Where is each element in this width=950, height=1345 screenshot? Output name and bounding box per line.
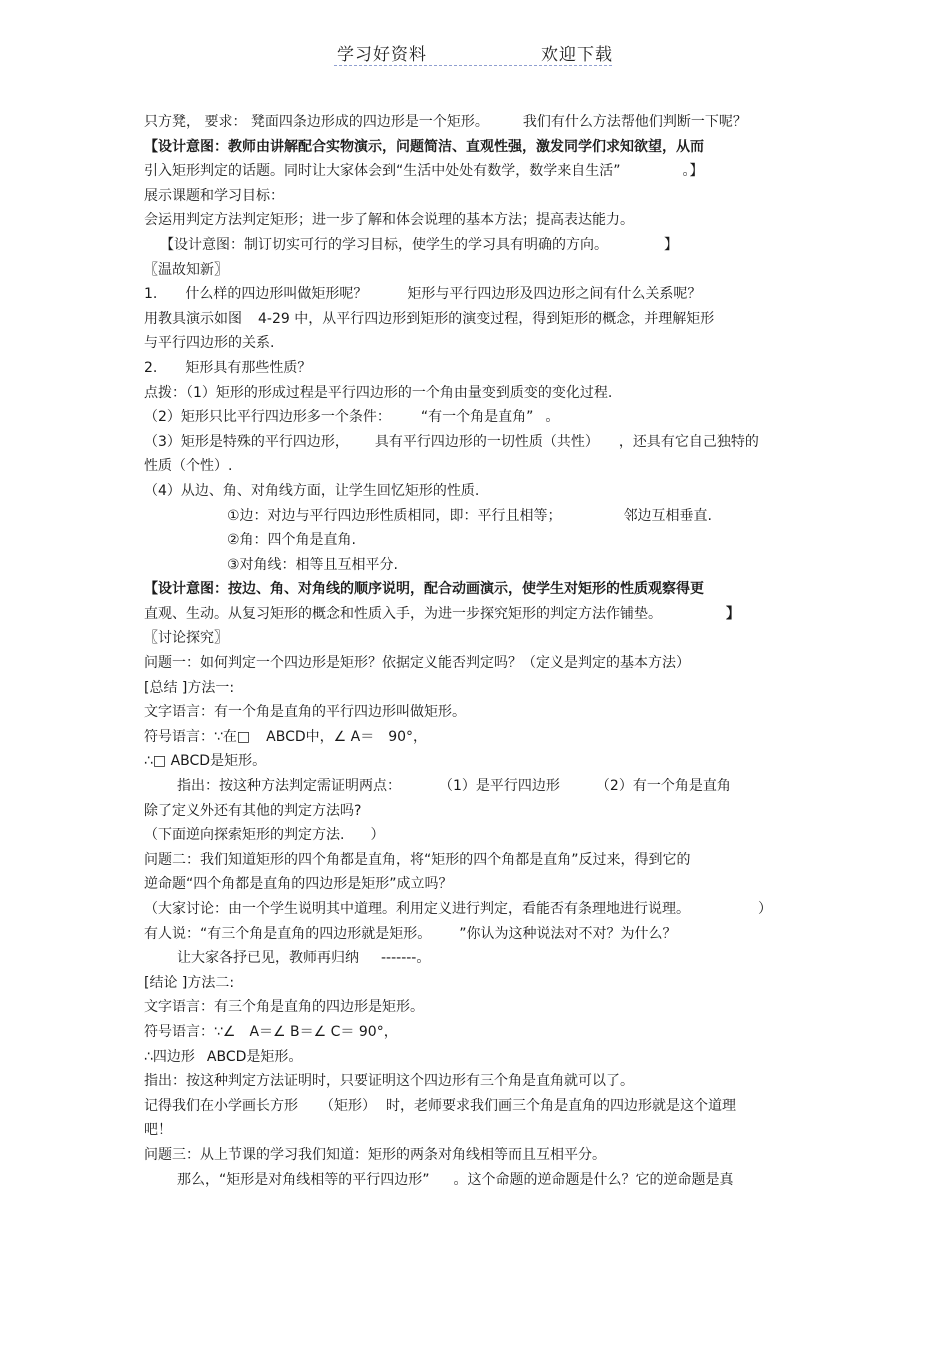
text-span: ） bbox=[370, 827, 385, 844]
text-span: 与平行四边形的关系. bbox=[144, 335, 275, 352]
list-number: 1. bbox=[144, 286, 158, 303]
text-span: “有一个角是直角” bbox=[420, 409, 534, 426]
header-left-text: 学习好资料 bbox=[337, 45, 427, 65]
text-line bbox=[144, 528, 804, 553]
text-line bbox=[144, 159, 804, 184]
text-span: ABCD中，∠ A＝ bbox=[266, 728, 375, 745]
text-span: 指出：按这种方法判定需证明两点： bbox=[177, 778, 401, 795]
text-line bbox=[144, 184, 804, 209]
text-line bbox=[144, 504, 804, 529]
text-span: （2）矩形只比平行四边形多一个条件： bbox=[144, 409, 391, 426]
text-line bbox=[144, 331, 804, 356]
text-span: 什么样的四边形叫做矩形呢？ bbox=[185, 286, 368, 303]
text-span: （2）有一个角是直角 bbox=[595, 778, 731, 795]
text-line bbox=[144, 626, 804, 651]
text-span: （1）是平行四边形 bbox=[439, 778, 560, 795]
text-line bbox=[144, 971, 804, 996]
document-body bbox=[144, 110, 804, 1192]
text-line bbox=[144, 725, 804, 750]
text-line bbox=[144, 749, 804, 774]
text-line bbox=[144, 922, 804, 947]
text-line bbox=[144, 479, 804, 504]
text-span: 会运用判定方法判定矩形；进一步了解和体会说理的基本方法；提高表达能力。 bbox=[144, 212, 634, 229]
text-span: 。 bbox=[545, 409, 560, 426]
text-span: 有人说：“有三个角是直角的四边形就是矩形。 bbox=[144, 925, 432, 942]
text-span: 直观、生动。从复习矩形的概念和性质入手，为进一步探究矩形的判定方法作铺垫。 bbox=[144, 605, 662, 622]
text-line bbox=[144, 356, 804, 381]
text-line bbox=[144, 897, 804, 922]
header-dashed-underline bbox=[334, 65, 612, 66]
text-span: ABCD是矩形。 bbox=[206, 1048, 303, 1065]
text-line bbox=[144, 799, 804, 824]
text-line bbox=[144, 553, 804, 578]
text-line bbox=[144, 110, 804, 135]
text-span: （3）矩形是特殊的平行四边形， bbox=[144, 433, 349, 450]
text-span: 我们有什么方法帮他们判断一下呢？ bbox=[522, 114, 747, 130]
section-heading: 〖温故知新〗 bbox=[144, 261, 228, 278]
text-span: 矩形与平行四边形及四边形之间有什么关系呢？ bbox=[407, 286, 702, 303]
text-span: 点拨：（1）矩形的形成过程是平行四边形的一个角由量变到质变的变化过程. bbox=[144, 384, 613, 401]
section-heading: 〖讨论探究〗 bbox=[144, 630, 228, 647]
text-line bbox=[144, 602, 804, 627]
text-span: 问题一：如何判定一个四边形是矩形？依据定义能否判定吗？（定义是判定的基本方法） bbox=[144, 655, 690, 672]
text-span: （下面逆向探索矩形的判定方法. bbox=[144, 827, 345, 844]
text-span: 矩形具有那些性质？ bbox=[185, 359, 312, 376]
text-span: ②角：四个角是直角. bbox=[227, 532, 357, 549]
text-line bbox=[144, 700, 804, 725]
text-line bbox=[144, 651, 804, 676]
text-span: A＝∠ B＝∠ C＝ 90°， bbox=[249, 1023, 398, 1040]
text-line bbox=[144, 946, 804, 971]
list-number: 2. bbox=[144, 359, 158, 376]
text-line bbox=[144, 381, 804, 406]
text-span: （4）从边、角、对角线方面，让学生回忆矩形的性质. bbox=[144, 482, 480, 499]
text-line bbox=[144, 1168, 804, 1193]
text-span: （矩形） bbox=[320, 1097, 376, 1114]
text-line bbox=[144, 258, 804, 283]
text-span: 【设计意图：教师由讲解配合实物演示，问题简洁、直观性强，激发同学们求知欲望，从而 bbox=[144, 138, 704, 155]
text-span: [总结 ]方法一: bbox=[144, 679, 235, 696]
text-line bbox=[144, 577, 804, 602]
text-span: 具有平行四边形的一切性质（共性） bbox=[374, 433, 599, 450]
text-span: ） bbox=[758, 901, 772, 917]
text-line bbox=[144, 774, 804, 799]
text-span: ①边：对边与平行四边形性质相同，即：平行且相等； bbox=[227, 507, 562, 524]
text-line bbox=[144, 233, 804, 258]
text-span: 问题三：从上节课的学习我们知道：矩形的两条对角线相等而且互相平分。 bbox=[144, 1146, 606, 1163]
text-span: （大家讨论：由一个学生说明其中道理。利用定义进行判定，看能否有条理地进行说理。 bbox=[144, 901, 690, 917]
text-span: 时，老师要求我们画三个角是直角的四边形就是这个道理 bbox=[386, 1097, 736, 1114]
text-span: 引入矩形判定的话题。同时让大家体会到“生活中处处有数学，数学来自生活” bbox=[144, 163, 621, 180]
text-line bbox=[144, 405, 804, 430]
text-span: 文字语言：有三个角是直角的四边形是矩形。 bbox=[144, 999, 424, 1016]
text-span: 【设计意图：制订切实可行的学习目标，使学生的学习具有明确的方向。 bbox=[160, 236, 608, 253]
text-line bbox=[144, 823, 804, 848]
text-line bbox=[144, 676, 804, 701]
text-line bbox=[144, 282, 804, 307]
text-line bbox=[144, 1069, 804, 1094]
text-line bbox=[144, 1118, 804, 1143]
text-span: 那么，“矩形是对角线相等的平行四边形” bbox=[177, 1171, 430, 1188]
text-span: 吧！ bbox=[144, 1122, 172, 1139]
text-span: 4-29 中，从平行四边形到矩形的演变过程，得到矩形的概念，并理解矩形 bbox=[258, 310, 715, 327]
text-span: 问题二：我们知道矩形的四个角都是直角，将“矩形的四个角都是直角”反过来，得到它的 bbox=[144, 851, 691, 868]
text-span: 【设计意图：按边、角、对角线的顺序说明，配合动画演示，使学生对矩形的性质观察得更 bbox=[144, 581, 704, 598]
text-line bbox=[144, 872, 804, 897]
text-span: 邻边互相垂直. bbox=[623, 507, 713, 524]
text-span: 只方凳， 要求： 凳面四条边形成的四边形是一个矩形。 bbox=[144, 114, 489, 130]
text-span: 逆命题“四个角都是直角的四边形是矩形”成立吗？ bbox=[144, 876, 453, 893]
text-line bbox=[144, 454, 804, 479]
text-span: 90°， bbox=[388, 728, 428, 745]
text-span: 符号语言：∵∠ bbox=[144, 1023, 236, 1040]
text-span: ∴□ ABCD是矩形。 bbox=[144, 753, 267, 770]
text-span: 记得我们在小学画长方形 bbox=[144, 1097, 298, 1114]
text-line bbox=[144, 430, 804, 455]
text-line bbox=[144, 995, 804, 1020]
text-line bbox=[144, 848, 804, 873]
text-span: 让大家各抒已见，教师再归纳 bbox=[177, 950, 359, 967]
page-header bbox=[0, 40, 950, 68]
text-span: 展示课题和学习目标： bbox=[144, 187, 284, 204]
text-line bbox=[144, 1094, 804, 1119]
text-line bbox=[144, 1045, 804, 1070]
text-span: 用教具演示如图 bbox=[144, 310, 242, 327]
text-line bbox=[144, 307, 804, 332]
text-span: 指出：按这种判定方法证明时，只要证明这个四边形有三个角是直角就可以了。 bbox=[144, 1073, 634, 1090]
text-span: 文字语言：有一个角是直角的平行四边形叫做矩形。 bbox=[144, 704, 466, 721]
text-span: 。】 bbox=[682, 163, 704, 180]
text-span: 除了定义外还有其他的判定方法吗? bbox=[144, 802, 362, 819]
text-span: -------。 bbox=[381, 950, 431, 967]
text-line bbox=[144, 1020, 804, 1045]
text-line bbox=[144, 1143, 804, 1168]
text-span: ③对角线：相等且互相平分. bbox=[227, 556, 399, 573]
text-span: 符号语言：∵在□ bbox=[144, 728, 251, 745]
text-span: ”你认为这种说法对不对？为什么？ bbox=[459, 925, 677, 942]
text-span: 】 bbox=[664, 236, 678, 253]
text-line bbox=[144, 135, 804, 160]
header-right-text: 欢迎下载 bbox=[541, 45, 613, 65]
text-span: 】 bbox=[726, 605, 740, 622]
text-span: 性质（个性）. bbox=[144, 458, 233, 475]
text-span: ，还具有它自己独特的 bbox=[618, 433, 759, 450]
text-line bbox=[144, 208, 804, 233]
text-span: [结论 ]方法二: bbox=[144, 974, 235, 991]
text-span: 。这个命题的逆命题是什么？它的逆命题是真 bbox=[453, 1171, 734, 1188]
text-span: ∴四边形 bbox=[144, 1048, 195, 1065]
